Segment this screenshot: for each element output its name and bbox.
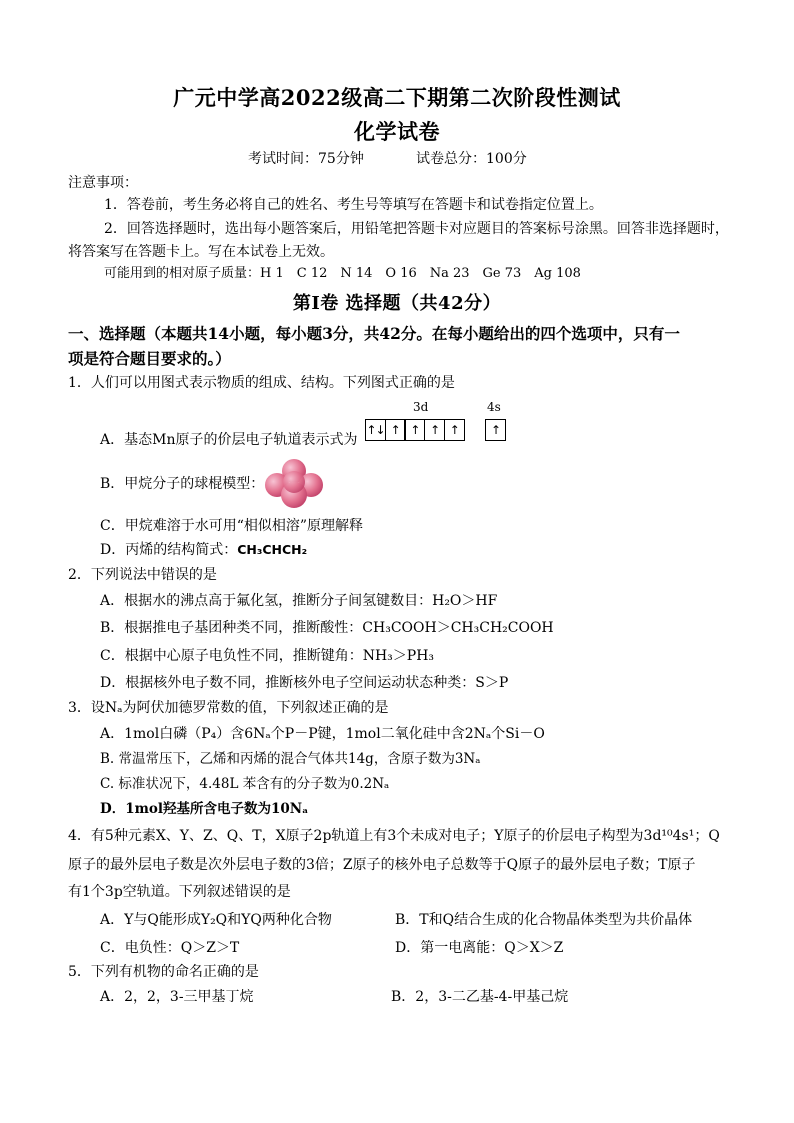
q3-stem: 3．设Nₐ为阿伏加德罗常数的值，下列叙述正确的是 <box>68 700 389 716</box>
q5-stem: 5．下列有机物的命名正确的是 <box>68 964 259 980</box>
q4-option-a: A．Y与Q能形成Y₂Q和YQ两种化合物 <box>100 912 332 928</box>
orbital-box: ↑ <box>444 419 465 441</box>
notes-heading: 注意事项： <box>68 175 138 191</box>
exam-subtitle: 化学试卷 <box>354 119 440 144</box>
exam-total: 试卷总分：100分 <box>416 151 527 167</box>
q3-option-d: D．1mol羟基所含电子数为10Nₐ <box>100 801 309 817</box>
q2-option-d: D．根据核外电子数不同，推断核外电子空间运动状态种类：S＞P <box>100 675 509 691</box>
q1-option-c: C．甲烷难溶于水可用“相似相溶”原理解释 <box>100 518 364 534</box>
q1-option-d <box>100 542 307 559</box>
orbital-box: ↑ <box>385 419 406 441</box>
orbital-4s-box: ↑ <box>485 419 506 441</box>
q1-option-a: A．基态Mn原子的价层电子轨道表示式为 <box>100 432 358 448</box>
orbital-box: ↑↓ <box>365 419 386 441</box>
exam-time: 考试时间：75分钟 <box>248 151 364 167</box>
q1-option-b: B．甲烷分子的球棍模型： <box>100 476 265 492</box>
q2-stem: 2．下列说法中错误的是 <box>68 567 217 583</box>
q3-option-a: A．1mol白磷（P₄）含6Nₐ个P－P键，1mol二氧化硅中含2Nₐ个Si－O <box>100 726 545 742</box>
q4-line-3: 有1个3p空轨道。下列叙述错误的是 <box>68 884 291 900</box>
orbital-3d-boxes <box>365 419 465 441</box>
section-title: 第Ⅰ卷 选择题（共42分） <box>292 293 502 314</box>
q3-option-c: C. 标准状况下，4.48L 苯含有的分子数为0.2Nₐ <box>100 776 390 792</box>
orbital-4s-label: 4s <box>487 400 501 414</box>
q5-option-a: A．2，2，3-三甲基丁烷 <box>100 989 254 1005</box>
q5-option-b: B．2，3-二乙基-4-甲基己烷 <box>391 989 569 1005</box>
propene-formula: CH₃CHCH₂ <box>237 542 308 557</box>
orbital-box: ↑ <box>404 419 425 441</box>
q4-option-c: C．电负性：Q＞Z＞T <box>100 940 240 956</box>
q2-option-c: C．根据中心原子电负性不同，推断键角：NH₃＞PH₃ <box>100 648 435 664</box>
q1-option-d-text: D．丙烯的结构简式： <box>100 542 238 558</box>
atomic-masses: 可能用到的相对原子质量：H 1 C 12 N 14 O 16 Na 23 Ge 73 Ag 108 <box>104 266 581 281</box>
note-item-2: 2．回答选择题时，选出每小题答案后，用铅笔把答题卡对应题目的答案标号涂黑。回答非选择题时， <box>104 221 729 237</box>
q4-option-b: B．T和Q结合生成的化合物晶体类型为共价晶体 <box>395 912 693 928</box>
orbital-diagram <box>365 400 515 444</box>
orbital-3d-label: 3d <box>413 400 429 414</box>
orbital-box: ↑ <box>424 419 445 441</box>
q4-line-1: 4．有5种元素X、Y、Z、Q、T，X原子2p轨道上有3个未成对电子；Y原子的价层电子构型为3d¹⁰4s¹；Q <box>68 828 720 844</box>
section-instruction-2: 项是符合题目要求的。） <box>68 349 231 368</box>
q2-option-a: A．根据水的沸点高于氟化氢，推断分子间氢键数目：H₂O＞HF <box>100 593 498 609</box>
q4-option-d: D．第一电离能：Q＞X＞Z <box>395 940 564 956</box>
section-instruction-1: 一、选择题（本题共14小题，每小题3分，共42分。在每小题给出的四个选项中，只有一 <box>68 324 680 343</box>
note-item-1: 1．答卷前，考生务必将自己的姓名、考生号等填写在答题卡和试卷指定位置上。 <box>104 197 603 213</box>
q3-option-b: B. 常温常压下，乙烯和丙烯的混合气体共14g，含原子数为3Nₐ <box>100 751 481 767</box>
q2-option-b: B．根据推电子基团种类不同，推断酸性：CH₃COOH＞CH₃CH₂COOH <box>100 620 554 636</box>
methane-model-image <box>262 458 326 510</box>
q1-stem: 1．人们可以用图式表示物质的组成、结构。下列图式正确的是 <box>68 375 455 391</box>
exam-title: 广元中学高2022级高二下期第二次阶段性测试 <box>173 85 621 110</box>
q4-line-2: 原子的最外层电子数是次外层电子数的3倍；Z原子的核外电子总数等于Q原子的最外层电子数；T原子 <box>68 857 696 873</box>
note-item-2-cont: 将答案写在答题卡上。写在本试卷上无效。 <box>68 244 334 260</box>
